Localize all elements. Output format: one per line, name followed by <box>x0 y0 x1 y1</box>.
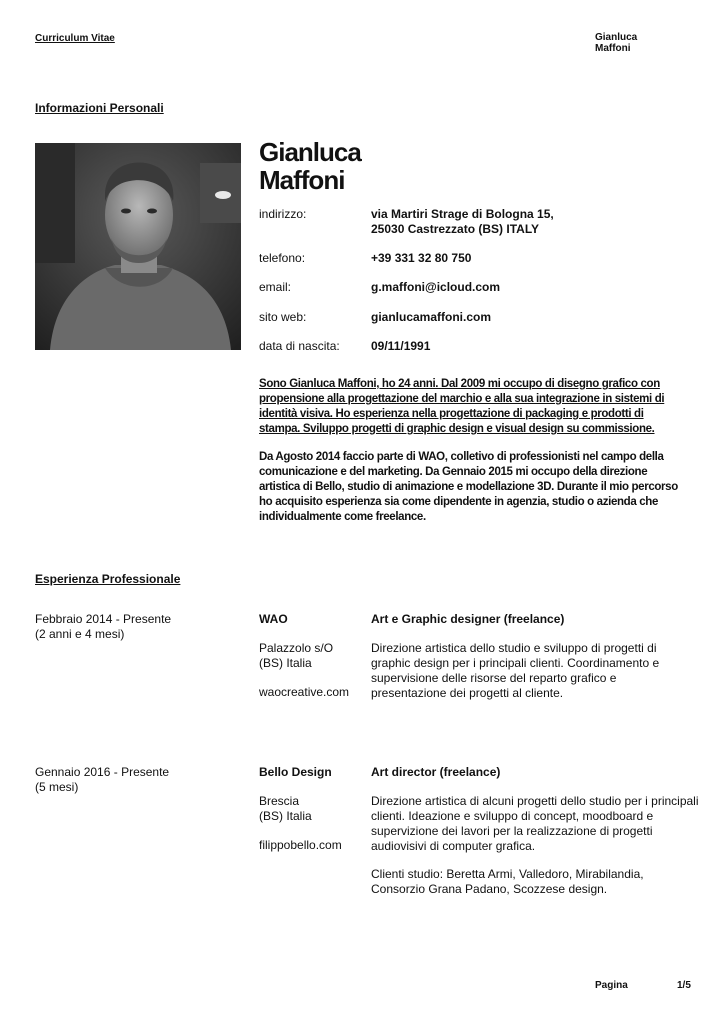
job-1-dates: Febbraio 2014 - Presente <box>35 612 172 626</box>
job-2-dates: Gennaio 2016 - Presente <box>35 765 170 779</box>
email-label: email: <box>259 280 292 294</box>
section-experience: Esperienza Professionale <box>35 572 181 586</box>
job-2-clients: Clienti studio: Beretta Armi, Valledoro, Mirabilandia, Consorzio Grana Padano, Scozzese design. <box>371 867 644 896</box>
job-1-description: Direzione artistica dello studio e sviluppo di progetti di graphic design per i principali clienti. Coordinamento e supervisione delle risorse del reparto grafico e presentazione dei progetti al cliente. <box>371 641 660 700</box>
job-1-company: WAO <box>259 612 288 626</box>
job-1-period <box>35 612 171 642</box>
job-1-location-region: (BS) Italia <box>259 656 312 670</box>
header-title: Curriculum Vitae <box>35 33 115 44</box>
job-1-website[interactable]: waocreative.com <box>259 685 350 699</box>
address-label: indirizzo: <box>259 207 307 221</box>
footer-page-label: Pagina <box>595 980 628 991</box>
job-2-description: Direzione artistica di alcuni progetti dello studio per i principali clienti. Ideazione e sviluppo di concept, moodboard e supervizione dei lavori per la realizzazione di progetti audiovisivi di computer grafica. <box>371 794 699 853</box>
header-name-first: Gianluca <box>595 32 638 43</box>
section-personal-info: Informazioni Personali <box>35 101 164 115</box>
website-label: sito web: <box>259 310 307 324</box>
website-value[interactable]: gianlucamaffoni.com <box>371 310 492 324</box>
job-2-website[interactable]: filippobello.com <box>259 838 342 852</box>
header-name <box>595 32 675 54</box>
first-name: Gianluca <box>259 137 361 167</box>
last-name: Maffoni <box>259 165 345 195</box>
job-2-location-city: Brescia <box>259 794 300 808</box>
birthdate-value: 09/11/1991 <box>371 339 431 353</box>
job-1-duration: (2 anni e 4 mesi) <box>35 627 125 641</box>
job-2-duration: (5 mesi) <box>35 780 79 794</box>
bio-paragraph-2: Da Agosto 2014 faccio parte di WAO, colletivo di professionisti nel campo della comunicazione e del marketing. Da Gennaio 2015 mi occupo della direzione artistica di Bello, studio di animazione e modellazione 3D. Durante il mio percorso ho acquisito esperienza sia come dipendente in agenzia, studio o azienda che individualmente come freelance. <box>259 451 678 523</box>
address-line1: via Martiri Strage di Bologna 15, <box>371 207 554 221</box>
footer-page-number: 1/5 <box>677 980 691 991</box>
portrait-image <box>35 143 241 350</box>
full-name <box>259 138 361 194</box>
job-2-location-region: (BS) Italia <box>259 809 312 823</box>
address-line2: 25030 Castrezzato (BS) ITALY <box>371 222 540 236</box>
job-1-location-city: Palazzolo s/O <box>259 641 334 655</box>
job-2-role: Art director (freelance) <box>371 765 501 779</box>
header-name-last: Maffoni <box>595 43 631 54</box>
phone-label: telefono: <box>259 251 306 265</box>
birthdate-label: data di nascita: <box>259 339 340 353</box>
profile-photo <box>35 143 241 350</box>
job-2-location <box>259 794 312 824</box>
job-1-role: Art e Graphic designer (freelance) <box>371 612 565 626</box>
email-value[interactable]: g.maffoni@icloud.com <box>371 280 501 294</box>
bio-paragraph-1: Sono Gianluca Maffoni, ho 24 anni. Dal 2009 mi occupo di disegno grafico con propensione alla progettazione del marchio e alla sua integrazione in sistemi di identità visiva. Ho esperienza nella progettazione di packaging e prodotti di stampa. Sviluppo progetti di graphic design e visual design su commissione. <box>259 378 665 435</box>
address-value <box>371 207 554 237</box>
job-2-company: Bello Design <box>259 765 332 779</box>
phone-value: +39 331 32 80 750 <box>371 251 472 265</box>
job-2-period <box>35 765 169 795</box>
job-1-location <box>259 641 333 671</box>
